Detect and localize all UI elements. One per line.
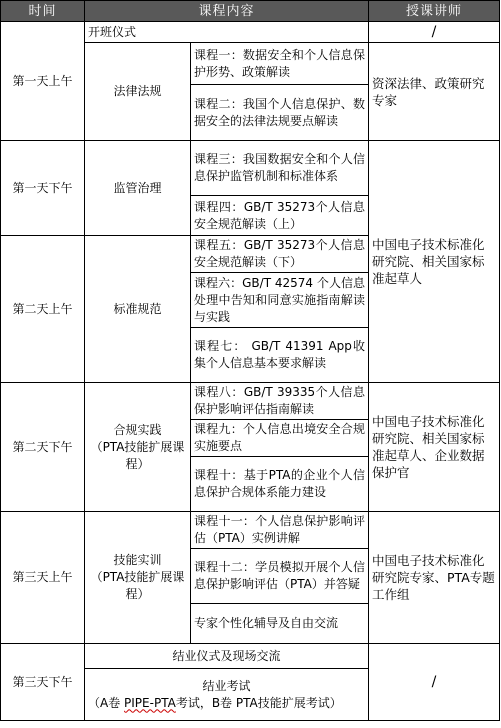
time-day1-pm: 第一天下午	[1, 141, 85, 236]
module-compliance-title: 合规实践	[113, 422, 162, 437]
time-day3-am: 第三天上午	[1, 512, 85, 644]
exam-note-post: 考试，B卷 PTA技能扩展考试）	[175, 695, 342, 710]
course-7: 课程七： GB/T 41391 App收集个人信息基本要求解读	[191, 328, 369, 383]
header-teacher: 授课讲师	[369, 1, 500, 22]
course-expert-tutoring: 专家个性化辅导及自由交流	[191, 604, 369, 644]
module-compliance	[85, 383, 191, 512]
course-3: 课程三：我国数据安全和个人信息保护监管机制和标准体系	[191, 141, 369, 196]
course-6: 课程六：GB/T 42574 个人信息处理中告知和同意实施指南解读与实践	[191, 273, 369, 328]
course-12: 课程十二：学员模拟开展个人信息保护影响评估（PTA）并答疑	[191, 549, 369, 604]
header-row	[1, 1, 500, 22]
course-9: 课程九：个人信息出境安全合规实施要点	[191, 420, 369, 457]
course-8: 课程八：GB/T 39335个人信息保护影响评估指南解读	[191, 383, 369, 420]
closing-row	[1, 644, 500, 669]
course-11: 课程十一：个人信息保护影响评估（PTA）实例讲解	[191, 512, 369, 549]
course-2: 课程二：我国个人信息保护、数据安全的法律法规要点解读	[191, 85, 369, 141]
closing-ceremony: 结业仪式及现场交流	[85, 644, 369, 669]
header-content: 课程内容	[85, 1, 369, 22]
course-1: 课程一：数据安全和个人信息保护形势、政策解读	[191, 43, 369, 85]
opening-ceremony: 开班仪式	[85, 22, 369, 43]
course-row	[1, 512, 500, 549]
module-law: 法律法规	[85, 43, 191, 141]
closing-teacher: /	[369, 644, 500, 721]
module-training-title: 技能实训	[113, 553, 162, 567]
course-4: 课程四：GB/T 35273个人信息安全规范解读（上）	[191, 196, 369, 236]
final-exam	[85, 669, 369, 721]
time-day1-am: 第一天上午	[1, 22, 85, 141]
time-day2-pm: 第二天下午	[1, 383, 85, 512]
opening-teacher: /	[369, 22, 500, 43]
final-exam-note	[88, 695, 365, 712]
header-time: 时间	[1, 1, 85, 22]
course-row	[1, 383, 500, 420]
course-row	[1, 141, 500, 196]
time-day2-am: 第二天上午	[1, 236, 85, 383]
course-10: 课程十：基于PTA的企业个人信息保护合规体系能力建设	[191, 457, 369, 512]
final-exam-title: 结业考试	[202, 678, 251, 693]
module-compliance-sub: （PTA技能扩展课程）	[90, 439, 185, 471]
exam-note-mark: PIPE-PTA	[124, 695, 176, 710]
module-training	[85, 512, 191, 644]
opening-row	[1, 22, 500, 43]
exam-note-pre: （A卷	[88, 695, 125, 710]
teacher-standards: 中国电子技术标准化研究院、相关国家标准起草人	[369, 141, 500, 383]
teacher-training: 中国电子技术标准化研究院专家、PTA专题工作组	[369, 512, 500, 644]
teacher-law: 资深法律、政策研究专家	[369, 43, 500, 141]
module-training-sub: （PTA技能扩展课程）	[90, 570, 185, 601]
teacher-compliance: 中国电子技术标准化研究院、相关国家标准起草人、企业数据保护官	[369, 383, 500, 512]
module-standards: 标准规范	[85, 236, 191, 383]
time-day3-pm: 第三天下午	[1, 644, 85, 721]
module-governance: 监管治理	[85, 141, 191, 236]
course-5: 课程五：GB/T 35273个人信息安全规范解读（下）	[191, 236, 369, 273]
